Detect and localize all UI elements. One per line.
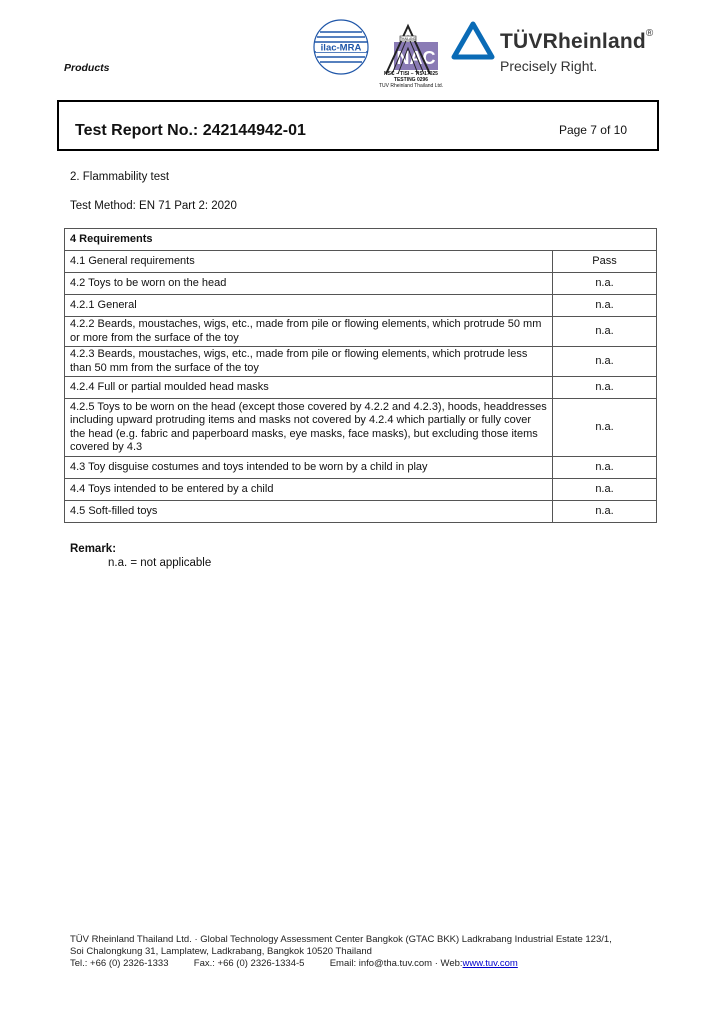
clause-cell: 4.2.2 Beards, moustaches, wigs, etc., made from pile or flowing elements, which protrude 50 mm or more from the surface of the toy (65, 317, 553, 347)
table-row (65, 317, 657, 347)
footer-contact-line (70, 958, 612, 970)
result-cell: n.a. (553, 501, 657, 523)
table-row (65, 347, 657, 377)
footer-address-line-1: TÜV Rheinland Thailand Ltd. · Global Technology Assessment Center Bangkok (GTAC BKK) Ladkrabang Industrial Estate 123/1, (70, 934, 612, 945)
result-cell: n.a. (553, 317, 657, 347)
ilac-mra-logo-icon (312, 18, 370, 76)
footer (70, 934, 612, 970)
footer-tel: Tel.: +66 (0) 2326-1333 (70, 958, 169, 969)
requirements-table (64, 228, 657, 523)
table-header-row (65, 229, 657, 251)
result-cell: n.a. (553, 479, 657, 501)
report-title: Test Report No.: 242144942-01 (75, 122, 306, 139)
svg-text:NAC: NAC (396, 48, 436, 68)
clause-cell: 4.4 Toys intended to be entered by a child (65, 479, 553, 501)
table-row (65, 377, 657, 399)
clause-cell: 4.2.5 Toys to be worn on the head (except those covered by 4.2.2 and 4.2.3), hoods, headdresses including upward protruding items and masks not covered by 4.2.4 which partially or fully cover the head (e.g. fabric and paperboard masks, eye masks, face masks), but excluding those items covered by 4.3 (65, 399, 553, 457)
nac-line-3: TUV Rheinland Thailand Ltd. (378, 83, 444, 89)
tuv-tagline: Precisely Right. (500, 58, 598, 74)
table-row (65, 457, 657, 479)
page-number: Page 7 of 10 (558, 123, 627, 137)
clause-cell: 4.1 General requirements (65, 251, 553, 273)
nac-accreditation-text (368, 71, 454, 89)
tuv-brand-name (500, 30, 653, 54)
clause-cell: 4.2.1 General (65, 295, 553, 317)
clause-cell: 4.3 Toy disguise costumes and toys intended to be worn by a child in play (65, 457, 553, 479)
footer-address-line-2: Soi Chalongkung 31, Lamplatew, Ladkrabang, Bangkok 10520 Thailand (70, 946, 372, 957)
remark-note: n.a. = not applicable (108, 557, 212, 569)
footer-fax: Fax.: +66 (0) 2326-1334-5 (193, 958, 305, 969)
ilac-logo-text: ilac-MRA (320, 42, 362, 54)
clause-cell: 4.2.4 Full or partial moulded head masks (65, 377, 553, 399)
footer-email: Email: info@tha.tuv.com · Web: (329, 958, 463, 969)
table-row (65, 273, 657, 295)
clause-cell: 4.2 Toys to be worn on the head (65, 273, 553, 295)
footer-web-link[interactable]: www.tuv.com (462, 958, 518, 969)
table-row (65, 295, 657, 317)
result-cell: Pass (553, 251, 657, 273)
result-cell: n.a. (553, 347, 657, 377)
report-header-box (57, 100, 659, 151)
result-cell: n.a. (553, 273, 657, 295)
nac-line-2: TESTING 0296 (393, 77, 429, 83)
result-cell: n.a. (553, 399, 657, 457)
tuv-brand-text: TÜVRheinland (500, 30, 646, 53)
table-row (65, 399, 657, 457)
result-cell: n.a. (553, 377, 657, 399)
table-row (65, 479, 657, 501)
table-row (65, 251, 657, 273)
products-label: Products (64, 62, 110, 74)
registered-mark: ® (645, 28, 654, 39)
nac-logo-text: THAILAND (400, 37, 416, 41)
requirements-header: 4 Requirements (65, 229, 657, 251)
remark-label: Remark: (70, 543, 117, 555)
tuv-triangle-logo-icon (451, 21, 495, 61)
clause-cell: 4.2.3 Beards, moustaches, wigs, etc., made from pile or flowing elements, which protrude less than 50 mm from the surface of the toy (65, 347, 553, 377)
clause-cell: 4.5 Soft-filled toys (65, 501, 553, 523)
table-row (65, 501, 657, 523)
result-cell: n.a. (553, 295, 657, 317)
nac-line-1: NSC – TISI – TIS 17025 (384, 71, 438, 77)
section-title: 2. Flammability test (70, 171, 170, 183)
result-cell: n.a. (553, 457, 657, 479)
test-method: Test Method: EN 71 Part 2: 2020 (70, 200, 237, 212)
